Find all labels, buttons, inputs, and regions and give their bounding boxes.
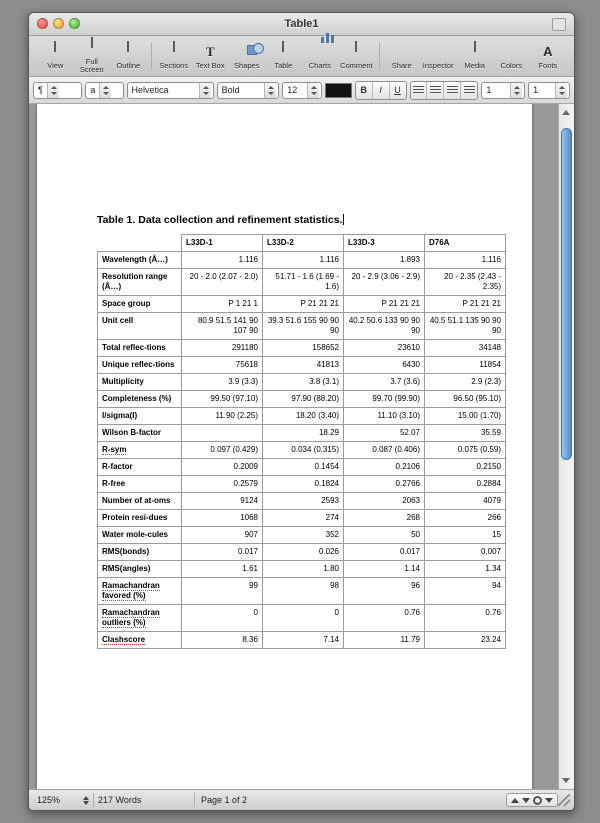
cell-value: 6430	[344, 357, 425, 374]
row-label: Multiplicity	[98, 374, 182, 391]
cell-value: 11.79	[344, 632, 425, 649]
toolbar-button-shapes[interactable]	[228, 43, 265, 70]
table-row[interactable]	[98, 561, 506, 578]
toolbar-label: Inspector	[422, 60, 454, 70]
toolbar-label: Comment	[340, 60, 373, 70]
cell-value: 0.026	[263, 544, 344, 561]
toolbar-label: Charts	[308, 60, 331, 70]
cell-value: 0.2579	[182, 476, 263, 493]
cell-value: 34148	[425, 340, 506, 357]
toolbar-button-share[interactable]	[383, 43, 420, 70]
row-label-text: R-sym	[102, 445, 127, 454]
toolbar-label: Sections	[159, 60, 189, 70]
main-toolbar[interactable]	[29, 36, 574, 77]
cell-value: 1.893	[344, 252, 425, 269]
table-row[interactable]	[98, 527, 506, 544]
cell-value: 0.2106	[344, 459, 425, 476]
chevron-updown-icon	[510, 83, 522, 98]
word-count	[94, 793, 195, 807]
table-row[interactable]	[98, 425, 506, 442]
font-size-value: 12	[287, 85, 298, 95]
toolbar-button-colors[interactable]	[493, 43, 530, 70]
cell-value: 23.24	[425, 632, 506, 649]
cell-value: 97.90 (88.20)	[263, 391, 344, 408]
zoom-increase-icon[interactable]	[83, 796, 89, 800]
table-row[interactable]	[98, 357, 506, 374]
table-row[interactable]	[98, 296, 506, 313]
row-label: Completeness (%)	[98, 391, 182, 408]
cell-value: 0.2884	[425, 476, 506, 493]
zoom-value: 125%	[37, 795, 61, 805]
media-icon	[457, 43, 494, 60]
toolbar-button-sections[interactable]	[155, 43, 192, 70]
textbox-icon: T	[205, 43, 215, 59]
row-label: Total reflec-tions	[98, 340, 182, 357]
row-label: Unit cell	[98, 313, 182, 340]
paragraph-style-menu[interactable]	[33, 82, 82, 99]
cell-value: 1.61	[182, 561, 263, 578]
text-color-swatch[interactable]	[325, 83, 351, 98]
cell-value: 99.50 (97.10)	[182, 391, 263, 408]
alignment-segment[interactable]	[410, 81, 479, 100]
table-row[interactable]	[98, 374, 506, 391]
previous-page-icon[interactable]	[511, 798, 519, 803]
window-controls[interactable]	[37, 18, 80, 29]
page-indicator	[195, 793, 506, 807]
align-center-icon	[430, 86, 441, 95]
toolbar-label: Colors	[500, 60, 523, 70]
chevron-updown-icon	[199, 83, 211, 98]
view-icon	[37, 43, 74, 60]
cell-value: 20 - 2.35 (2.43 - 2.35)	[425, 269, 506, 296]
table-header-l33d-1: L33D-1	[182, 235, 263, 252]
close-button[interactable]	[37, 18, 48, 29]
cell-value: 20 - 2.9 (3.06 - 2.9)	[344, 269, 425, 296]
text-cursor	[343, 214, 344, 225]
bold-button[interactable]	[356, 82, 373, 99]
italic-label: I	[379, 85, 382, 95]
cell-value: 0.2009	[182, 459, 263, 476]
inspector-icon	[420, 43, 457, 60]
cell-value: 3.7 (3.6)	[344, 374, 425, 391]
row-label: Number of at-oms	[98, 493, 182, 510]
cell-value: 0	[263, 605, 344, 632]
table-caption[interactable]	[97, 214, 344, 226]
cell-value: 7.14	[263, 632, 344, 649]
page-scroll-region[interactable]	[29, 104, 558, 789]
row-label: R-factor	[98, 459, 182, 476]
toolbar-button-text-box[interactable]	[192, 43, 229, 70]
minimize-button[interactable]	[53, 18, 64, 29]
cell-value: 99	[182, 578, 263, 605]
cell-value: 3.8 (3.1)	[263, 374, 344, 391]
row-label: R-free	[98, 476, 182, 493]
cell-value: 266	[425, 510, 506, 527]
align-center-button[interactable]	[427, 82, 444, 99]
cell-value: 3.9 (3.3)	[182, 374, 263, 391]
toolbar-button-view[interactable]	[37, 43, 74, 70]
row-label: Water mole-cules	[98, 527, 182, 544]
cell-value: 40.2 50.6 133 90 90 90	[344, 313, 425, 340]
toolbar-label: Table	[274, 60, 293, 70]
font-size-menu[interactable]	[282, 82, 322, 99]
page-navigation[interactable]	[506, 793, 558, 807]
cell-value: 18.29	[263, 425, 344, 442]
align-left-icon	[413, 86, 424, 95]
underline-label: U	[394, 85, 401, 95]
toolbar-toggle-button[interactable]	[552, 18, 566, 31]
document-window	[28, 12, 575, 811]
row-label: RMS(angles)	[98, 561, 182, 578]
table-row[interactable]	[98, 459, 506, 476]
align-right-icon	[447, 86, 458, 95]
table-header-row	[98, 235, 506, 252]
toolbar-label: Share	[391, 60, 412, 70]
row-label: Space group	[98, 296, 182, 313]
share-icon	[383, 43, 420, 60]
toolbar-button-outline[interactable]	[110, 43, 147, 70]
line-spacing-menu[interactable]	[481, 82, 525, 99]
italic-button[interactable]	[373, 82, 390, 99]
cell-value: 98	[263, 578, 344, 605]
cell-value: 40.5 51.1 135 90 90 90	[425, 313, 506, 340]
cell-value: 75618	[182, 357, 263, 374]
toolbar-label: Shapes	[234, 60, 260, 70]
cell-value: 2.9 (2.3)	[425, 374, 506, 391]
toolbar-button-media[interactable]	[457, 43, 494, 70]
toolbar-divider	[379, 43, 380, 69]
cell-value: P 21 21 21	[425, 296, 506, 313]
cell-value: 51.71 - 1.6 (1.69 - 1.6)	[263, 269, 344, 296]
table-row[interactable]	[98, 313, 506, 340]
toolbar-label: Text Box	[195, 60, 225, 70]
cell-value: 11854	[425, 357, 506, 374]
table-row[interactable]	[98, 493, 506, 510]
toolbar-label: Full Screen	[79, 56, 104, 74]
next-page-icon[interactable]	[522, 798, 530, 803]
cell-value: 20 - 2.0 (2.07 - 2.0)	[182, 269, 263, 296]
table-row[interactable]	[98, 340, 506, 357]
align-justify-button[interactable]	[461, 82, 477, 99]
cell-value: 0.017	[182, 544, 263, 561]
cell-value: 11.10 (3.10)	[344, 408, 425, 425]
cell-value: P 21 21 21	[263, 296, 344, 313]
cell-value: 18.20 (3.40)	[263, 408, 344, 425]
font-style-value: Bold	[221, 85, 240, 95]
cell-value: 352	[263, 527, 344, 544]
chevron-updown-icon	[264, 83, 276, 98]
cell-value: 291180	[182, 340, 263, 357]
row-label	[98, 632, 182, 649]
vertical-scroll-thumb[interactable]	[561, 128, 572, 460]
cell-value: 0.087 (0.406)	[344, 442, 425, 459]
cell-value: 39.3 51.6 155 90 90 90	[263, 313, 344, 340]
toolbar-label: View	[47, 60, 64, 70]
gear-icon[interactable]	[533, 796, 542, 805]
vertical-scrollbar[interactable]	[558, 104, 574, 789]
table-caption-text: Table 1. Data collection and refinement statistics.	[97, 214, 343, 226]
columns-menu[interactable]	[528, 82, 570, 99]
cell-value: 0.2766	[344, 476, 425, 493]
row-label: Wilson B-factor	[98, 425, 182, 442]
table-header-d76a: D76A	[425, 235, 506, 252]
cell-value: 158652	[263, 340, 344, 357]
cell-value: 2063	[344, 493, 425, 510]
fonts-icon: A	[543, 43, 553, 59]
toolbar-label: Media	[464, 60, 485, 70]
cell-value: 4079	[425, 493, 506, 510]
cell-value: 96	[344, 578, 425, 605]
list-style-value: a	[90, 85, 96, 95]
window-title: Table1	[284, 18, 319, 30]
table-header-blank	[98, 235, 182, 252]
table-row[interactable]	[98, 391, 506, 408]
cell-value: 9124	[182, 493, 263, 510]
row-label	[98, 442, 182, 459]
table-row[interactable]	[98, 442, 506, 459]
row-label-text: Clashscore	[102, 635, 146, 644]
toolbar-button-inspector[interactable]	[420, 43, 457, 70]
table-row[interactable]	[98, 544, 506, 561]
cell-value: 0.1824	[263, 476, 344, 493]
shapes-icon	[228, 43, 265, 60]
cell-value: 11.90 (2.25)	[182, 408, 263, 425]
row-label: I/sigma(I)	[98, 408, 182, 425]
table-row[interactable]	[98, 408, 506, 425]
cell-value: 23610	[344, 340, 425, 357]
table-header-l33d-3: L33D-3	[344, 235, 425, 252]
cell-value: 0.007	[425, 544, 506, 561]
font-style-menu[interactable]	[217, 82, 280, 99]
row-label	[98, 578, 182, 605]
table-body	[98, 252, 506, 649]
cell-value: 0.76	[344, 605, 425, 632]
cell-value: 0.097 (0.429)	[182, 442, 263, 459]
cell-value: 1068	[182, 510, 263, 527]
row-label: Protein resi-dues	[98, 510, 182, 527]
cell-value: 1.116	[425, 252, 506, 269]
cell-value: 0.075 (0.59)	[425, 442, 506, 459]
line-spacing-value: 1	[486, 85, 492, 95]
resize-grip[interactable]	[558, 794, 570, 806]
toolbar-button-fonts[interactable]	[530, 43, 567, 70]
cell-value: 1.80	[263, 561, 344, 578]
window-titlebar[interactable]	[29, 13, 574, 36]
chevron-updown-icon	[555, 83, 567, 98]
font-family-menu[interactable]	[127, 82, 214, 99]
align-left-button[interactable]	[411, 82, 428, 99]
cell-value: 1.34	[425, 561, 506, 578]
cell-value: 80.9 51.5 141 90 107 90	[182, 313, 263, 340]
toolbar-button-charts[interactable]	[302, 43, 339, 70]
cell-value: 1.14	[344, 561, 425, 578]
text-style-segment[interactable]	[355, 81, 407, 100]
cell-value: 2593	[263, 493, 344, 510]
cell-value: 15	[425, 527, 506, 544]
zoom-decrease-icon[interactable]	[83, 801, 89, 805]
table-row[interactable]	[98, 578, 506, 605]
row-label	[98, 605, 182, 632]
cell-value: P 21 21 21	[344, 296, 425, 313]
table-row[interactable]	[98, 632, 506, 649]
row-label-text: Ramachandran outliers (%)	[102, 608, 160, 627]
table-row[interactable]	[98, 269, 506, 296]
cell-value: 0.76	[425, 605, 506, 632]
underline-button[interactable]	[390, 82, 406, 99]
toolbar-divider	[151, 43, 152, 69]
document-area	[29, 104, 574, 789]
chevron-down-icon[interactable]	[545, 798, 553, 803]
scroll-down-icon[interactable]	[562, 778, 570, 783]
row-label: Resolution range (Å…)	[98, 269, 182, 296]
cell-value: 0	[182, 605, 263, 632]
cell-value: 0.2150	[425, 459, 506, 476]
table-row[interactable]	[98, 476, 506, 493]
colors-icon	[493, 43, 530, 60]
table-row[interactable]	[98, 252, 506, 269]
toolbar-button-full-screen[interactable]	[74, 39, 111, 74]
chevron-updown-icon	[47, 83, 59, 98]
page-indicator-value: Page 1 of 2	[201, 795, 248, 805]
cell-value: 94	[425, 578, 506, 605]
cell-value: 52.07	[344, 425, 425, 442]
cell-value: 8.36	[182, 632, 263, 649]
paragraph-style-value: ¶	[38, 85, 43, 95]
outline-icon	[110, 43, 147, 60]
word-count-value: 217 Words	[98, 795, 142, 805]
format-bar[interactable]	[29, 77, 574, 104]
table-row[interactable]	[98, 510, 506, 527]
row-label: Unique reflec-tions	[98, 357, 182, 374]
toolbar-button-table[interactable]	[265, 43, 302, 70]
cell-value: 99.70 (99.90)	[344, 391, 425, 408]
cell-value: 0.034 (0.315)	[263, 442, 344, 459]
fullscreen-icon	[74, 39, 111, 56]
charts-icon	[302, 43, 339, 60]
cell-value: 50	[344, 527, 425, 544]
status-bar[interactable]	[29, 789, 574, 810]
cell-value: 35.59	[425, 425, 506, 442]
table-row[interactable]	[98, 605, 506, 632]
chevron-updown-icon	[99, 83, 111, 98]
cell-value: 907	[182, 527, 263, 544]
list-style-menu[interactable]	[85, 82, 123, 99]
cell-value: P 1 21 1	[182, 296, 263, 313]
row-label-text: Ramachandran favored (%)	[102, 581, 160, 600]
document-page[interactable]	[37, 104, 532, 789]
cell-value: 274	[263, 510, 344, 527]
cell-value: 268	[344, 510, 425, 527]
cell-value: 0.1454	[263, 459, 344, 476]
chevron-updown-icon	[307, 83, 319, 98]
zoom-stepper[interactable]	[83, 796, 89, 805]
table-icon	[265, 43, 302, 60]
statistics-table[interactable]	[97, 234, 506, 649]
zoom-control[interactable]	[33, 793, 94, 807]
comment-icon	[338, 43, 375, 60]
table-header-l33d-2: L33D-2	[263, 235, 344, 252]
font-family-value: Helvetica	[131, 85, 169, 95]
cell-value	[182, 425, 263, 442]
align-justify-icon	[464, 86, 475, 95]
cell-value: 0.017	[344, 544, 425, 561]
align-right-button[interactable]	[444, 82, 461, 99]
zoom-button[interactable]	[69, 18, 80, 29]
cell-value: 41813	[263, 357, 344, 374]
row-label: RMS(bonds)	[98, 544, 182, 561]
bold-label: B	[360, 85, 367, 95]
toolbar-label: Outline	[116, 60, 141, 70]
row-label: Wavelength (Å…)	[98, 252, 182, 269]
cell-value: 1.116	[182, 252, 263, 269]
scroll-up-icon[interactable]	[562, 110, 570, 115]
cell-value: 96.50 (95.10)	[425, 391, 506, 408]
cell-value: 15.00 (1.70)	[425, 408, 506, 425]
sections-icon	[155, 43, 192, 60]
toolbar-label: Fonts	[538, 60, 558, 70]
cell-value: 1.116	[263, 252, 344, 269]
columns-value: 1	[533, 85, 539, 95]
toolbar-button-comment[interactable]	[338, 43, 375, 70]
